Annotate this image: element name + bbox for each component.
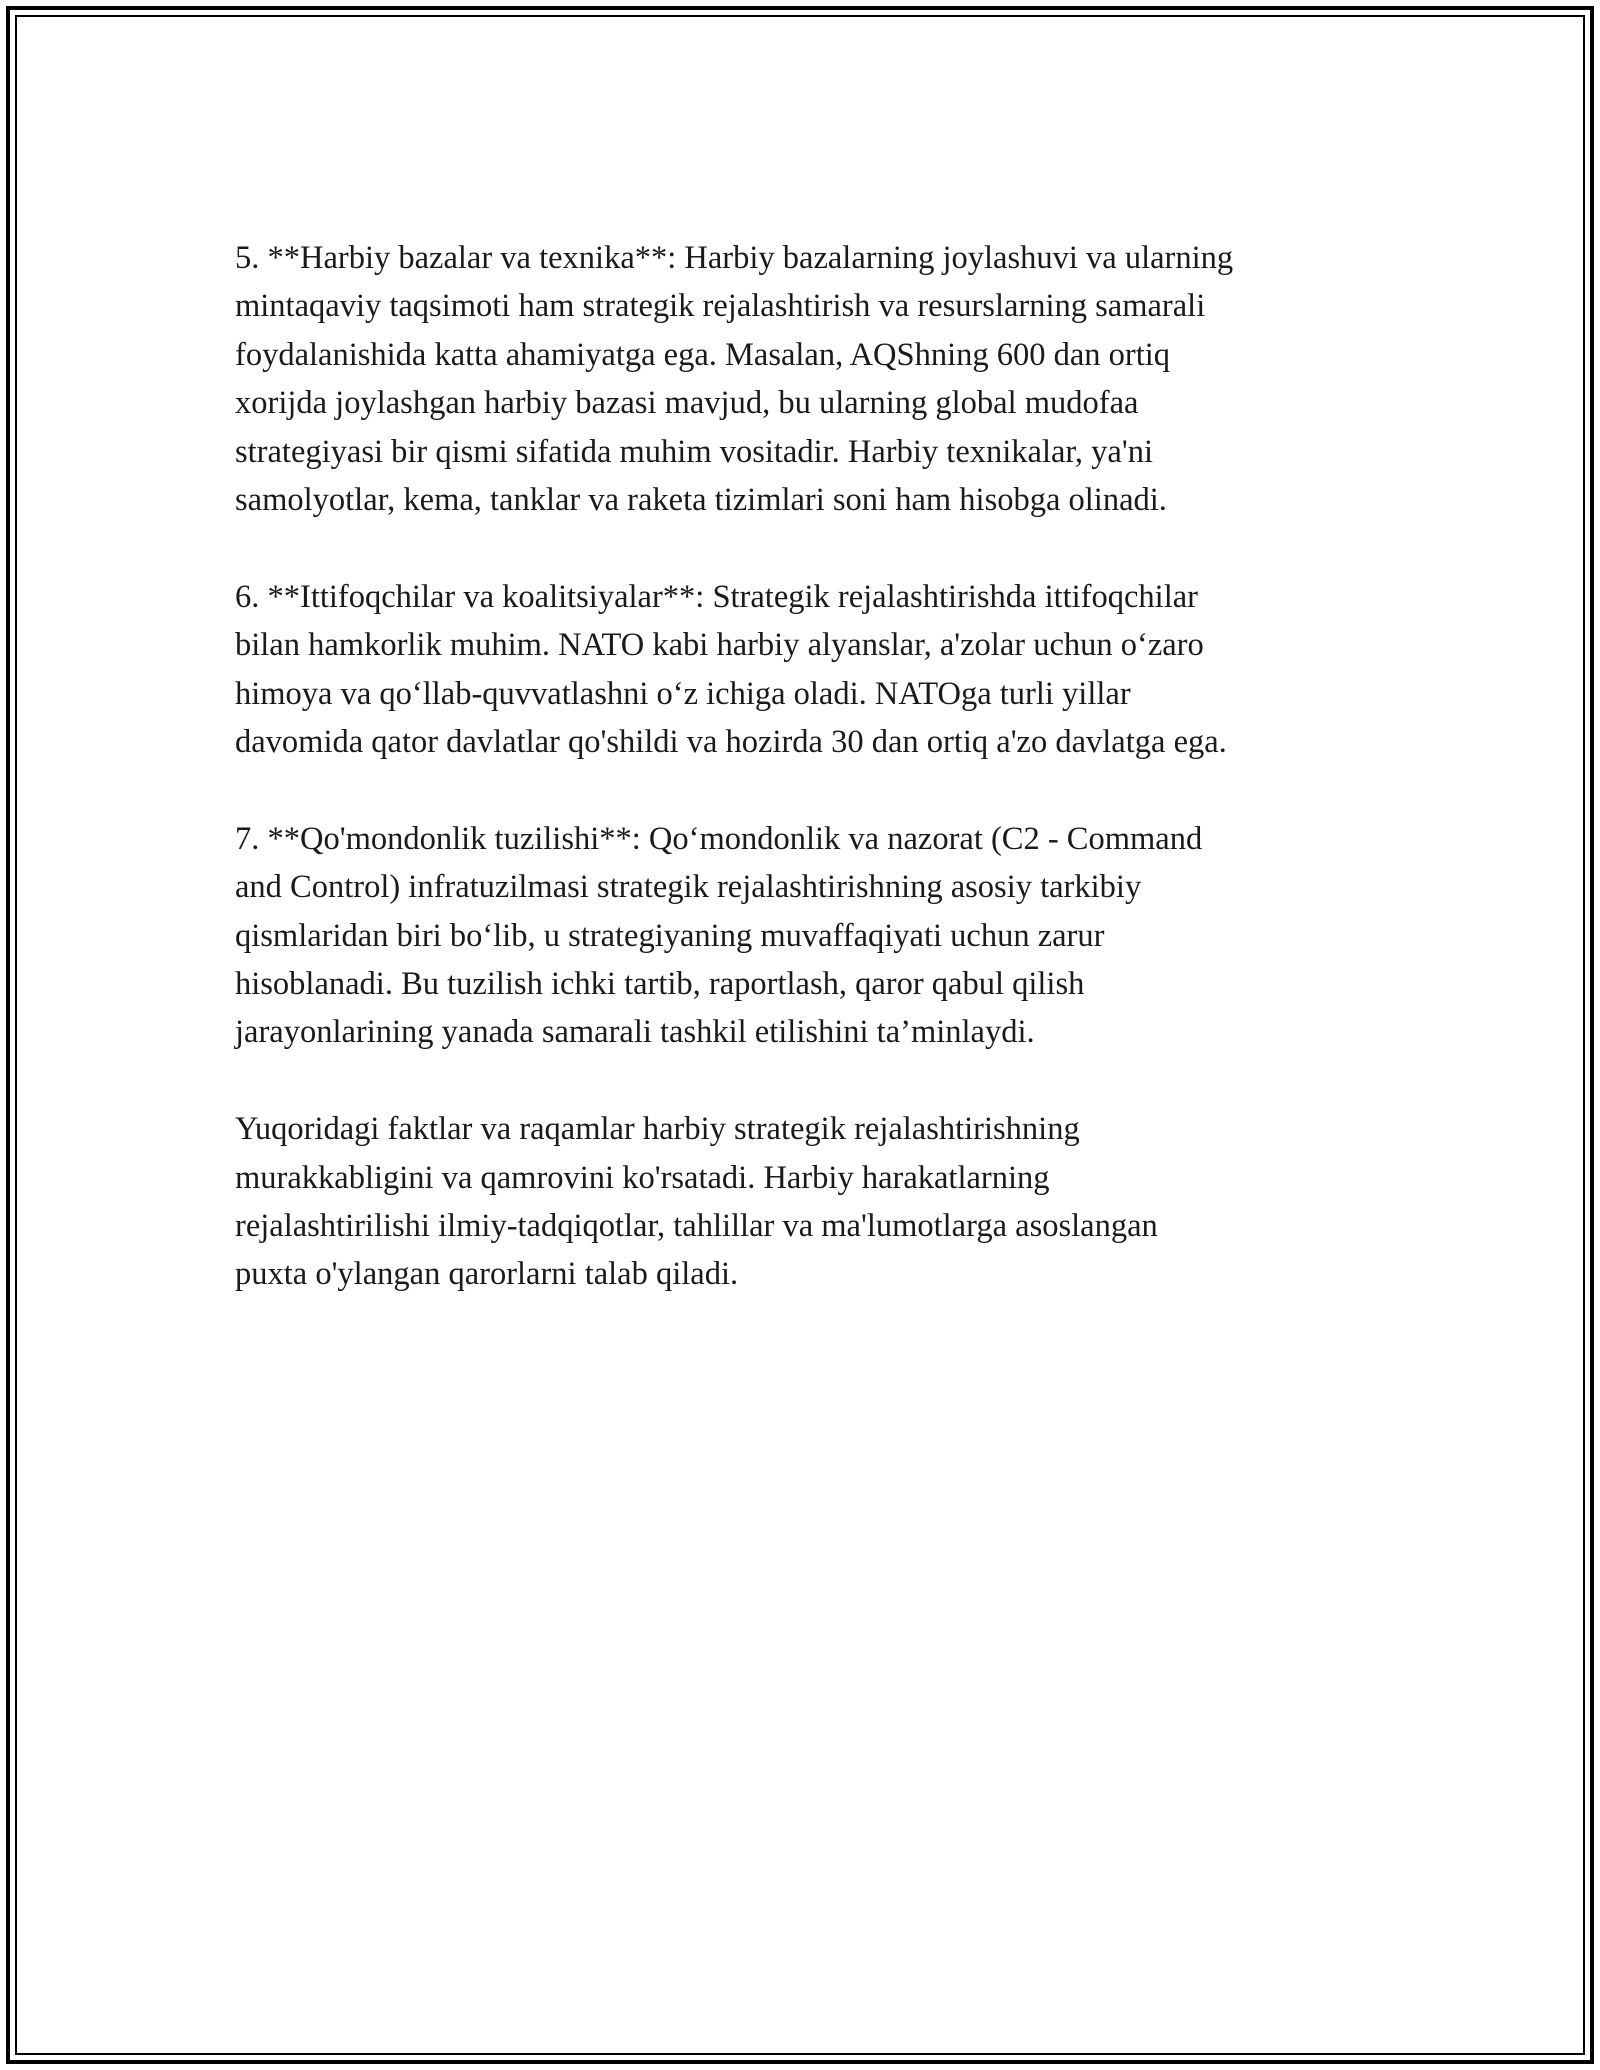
- paragraph-command-structure: [235, 815, 1375, 1057]
- text-line: xorijda joylashgan harbiy bazasi mavjud, bu ularning global mudofaa: [235, 385, 1139, 422]
- text-line: and Control) infratuzilmasi strategik rejalashtirishning asosiy tarkibiy: [235, 869, 1142, 906]
- text-line: rejalashtirilishi ilmiy-tadqiqotlar, tahlillar va ma'lumotlarga asoslangan: [235, 1208, 1158, 1245]
- text-line: strategiyasi bir qismi sifatida muhim vositadir. Harbiy texnikalar, ya'ni: [235, 433, 1153, 470]
- paragraph-allies-coalitions: [235, 573, 1375, 767]
- text-line: samolyotlar, kema, tanklar va raketa tizimlari soni ham hisobga olinadi.: [235, 482, 1167, 519]
- text-line: 7. **Qo'mondonlik tuzilishi**: Qo‘mondonlik va nazorat (C2 - Command: [235, 820, 1203, 857]
- text-line: Yuqoridagi faktlar va raqamlar harbiy strategik rejalashtirishning: [235, 1111, 1080, 1148]
- text-line: foydalanishida katta ahamiyatga ega. Masalan, AQShning 600 dan ortiq: [235, 336, 1171, 373]
- text-line: murakkabligini va qamrovini ko'rsatadi. Harbiy harakatlarning: [235, 1159, 1050, 1196]
- text-line: qismlaridan biri bo‘lib, u strategiyaning muvaffaqiyati uchun zarur: [235, 917, 1105, 954]
- document-body: [235, 234, 1375, 1347]
- paragraph-military-bases: [235, 234, 1375, 524]
- text-line: mintaqaviy taqsimoti ham strategik rejalashtirish va resurslarning samarali: [235, 288, 1206, 325]
- text-line: jarayonlarining yanada samarali tashkil etilishini ta’minlaydi.: [235, 1014, 1035, 1051]
- paragraph-conclusion: [235, 1105, 1375, 1299]
- text-line: himoya va qo‘llab-quvvatlashni o‘z ichiga oladi. NATOga turli yillar: [235, 675, 1131, 712]
- text-line: hisoblanadi. Bu tuzilish ichki tartib, raportlash, qaror qabul qilish: [235, 966, 1085, 1003]
- text-line: 5. **Harbiy bazalar va texnika**: Harbiy bazalarning joylashuvi va ularning: [235, 240, 1234, 276]
- text-line: puxta o'ylangan qarorlarni talab qiladi.: [235, 1256, 739, 1293]
- text-line: bilan hamkorlik muhim. NATO kabi harbiy alyanslar, a'zolar uchun o‘zaro: [235, 627, 1204, 664]
- text-line: 6. **Ittifoqchilar va koalitsiyalar**: Strategik rejalashtirishda ittifoqchilar: [235, 578, 1198, 615]
- text-line: davomida qator davlatlar qo'shildi va hozirda 30 dan ortiq a'zo davlatga ega.: [235, 724, 1227, 761]
